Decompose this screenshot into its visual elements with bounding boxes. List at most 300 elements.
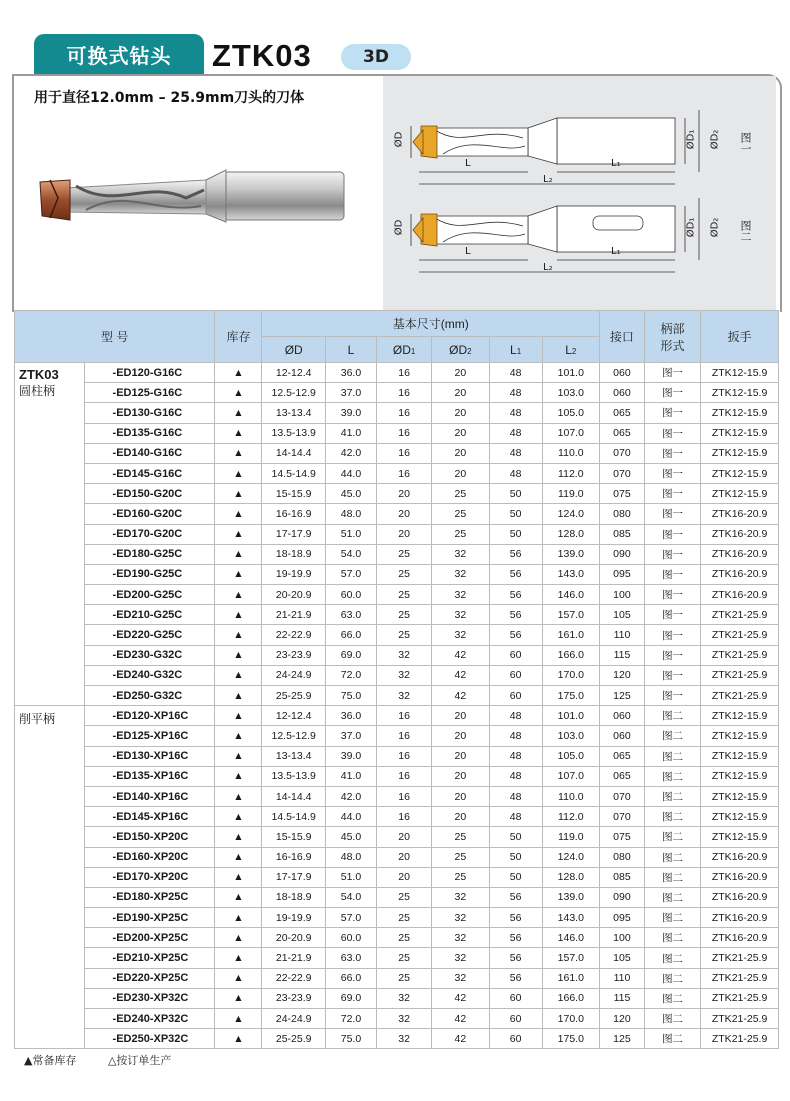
interface-cell: 065 bbox=[599, 423, 644, 443]
l1-cell: 56 bbox=[489, 908, 542, 928]
model-code: ZTK03 bbox=[212, 38, 312, 73]
l1-cell: 56 bbox=[489, 928, 542, 948]
d1-cell: 16 bbox=[377, 383, 432, 403]
model-code-cell: -ED230-G32C bbox=[84, 645, 215, 665]
table-row bbox=[15, 867, 779, 887]
model-code-cell: -ED145-G16C bbox=[84, 463, 215, 483]
l-cell: 51.0 bbox=[325, 524, 376, 544]
l1-cell: 56 bbox=[489, 625, 542, 645]
stock-cell: ▲ bbox=[215, 1029, 262, 1049]
l1-cell: 56 bbox=[489, 948, 542, 968]
dim-l2-label: L₂ bbox=[543, 174, 553, 185]
table-row bbox=[15, 423, 779, 443]
d2-cell: 32 bbox=[432, 605, 489, 625]
model-code-cell: -ED125-G16C bbox=[84, 383, 215, 403]
l1-cell: 50 bbox=[489, 484, 542, 504]
model-code-cell: -ED150-XP20C bbox=[84, 827, 215, 847]
l1-cell: 60 bbox=[489, 1009, 542, 1029]
model-code-cell: -ED170-G20C bbox=[84, 524, 215, 544]
group-label: ZTK03 圆柱柄 bbox=[15, 363, 85, 706]
wrench-cell: ZTK12-15.9 bbox=[701, 766, 779, 786]
l-cell: 45.0 bbox=[325, 827, 376, 847]
shank-type-cell: 图二 bbox=[644, 746, 700, 766]
l-cell: 37.0 bbox=[325, 726, 376, 746]
l1-cell: 56 bbox=[489, 564, 542, 584]
l-cell: 54.0 bbox=[325, 887, 376, 907]
wrench-cell: ZTK16-20.9 bbox=[701, 504, 779, 524]
shank-type-cell: 图二 bbox=[644, 988, 700, 1008]
l1-cell: 56 bbox=[489, 887, 542, 907]
header-l1: L1 bbox=[489, 337, 542, 363]
l2-cell: 139.0 bbox=[542, 887, 599, 907]
table-row bbox=[15, 726, 779, 746]
table-row bbox=[15, 686, 779, 706]
l2-cell: 101.0 bbox=[542, 706, 599, 726]
l-cell: 66.0 bbox=[325, 968, 376, 988]
d2-cell: 32 bbox=[432, 585, 489, 605]
l-cell: 44.0 bbox=[325, 807, 376, 827]
interface-cell: 085 bbox=[599, 524, 644, 544]
interface-cell: 100 bbox=[599, 585, 644, 605]
l1-cell: 48 bbox=[489, 383, 542, 403]
d1-cell: 20 bbox=[377, 847, 432, 867]
l2-cell: 119.0 bbox=[542, 484, 599, 504]
wrench-cell: ZTK12-15.9 bbox=[701, 363, 779, 383]
l2-cell: 161.0 bbox=[542, 968, 599, 988]
d-cell: 18-18.9 bbox=[262, 544, 325, 564]
wrench-cell: ZTK16-20.9 bbox=[701, 524, 779, 544]
l-cell: 48.0 bbox=[325, 504, 376, 524]
stock-cell: ▲ bbox=[215, 827, 262, 847]
l2-cell: 166.0 bbox=[542, 645, 599, 665]
l2-cell: 103.0 bbox=[542, 383, 599, 403]
d2-cell: 25 bbox=[432, 847, 489, 867]
model-code-cell: -ED145-XP16C bbox=[84, 807, 215, 827]
l2-cell: 139.0 bbox=[542, 544, 599, 564]
stock-cell: ▲ bbox=[215, 766, 262, 786]
l-cell: 72.0 bbox=[325, 665, 376, 685]
interface-cell: 110 bbox=[599, 625, 644, 645]
shank-type-cell: 图二 bbox=[644, 766, 700, 786]
stock-cell: ▲ bbox=[215, 544, 262, 564]
d2-cell: 32 bbox=[432, 908, 489, 928]
d-cell: 17-17.9 bbox=[262, 524, 325, 544]
l2-cell: 119.0 bbox=[542, 827, 599, 847]
shank-type-cell: 图二 bbox=[644, 948, 700, 968]
d2-cell: 20 bbox=[432, 786, 489, 806]
d1-cell: 32 bbox=[377, 645, 432, 665]
stock-cell: ▲ bbox=[215, 786, 262, 806]
l2-cell: 143.0 bbox=[542, 564, 599, 584]
shank-type-cell: 图一 bbox=[644, 564, 700, 584]
l2-cell: 166.0 bbox=[542, 988, 599, 1008]
stock-cell: ▲ bbox=[215, 443, 262, 463]
d-cell: 22-22.9 bbox=[262, 968, 325, 988]
shank-type-cell: 图一 bbox=[644, 363, 700, 383]
d1-cell: 25 bbox=[377, 544, 432, 564]
l1-cell: 60 bbox=[489, 686, 542, 706]
header-l2: L2 bbox=[542, 337, 599, 363]
table-row bbox=[15, 948, 779, 968]
d-cell: 12.5-12.9 bbox=[262, 726, 325, 746]
d2-cell: 20 bbox=[432, 363, 489, 383]
l-cell: 42.0 bbox=[325, 443, 376, 463]
l-cell: 57.0 bbox=[325, 908, 376, 928]
d1-cell: 20 bbox=[377, 484, 432, 504]
shank-type-cell: 图一 bbox=[644, 686, 700, 706]
l1-cell: 48 bbox=[489, 403, 542, 423]
l1-cell: 50 bbox=[489, 504, 542, 524]
stock-cell: ▲ bbox=[215, 706, 262, 726]
wrench-cell: ZTK21-25.9 bbox=[701, 948, 779, 968]
stock-cell: ▲ bbox=[215, 645, 262, 665]
d2-cell: 20 bbox=[432, 463, 489, 483]
d-cell: 20-20.9 bbox=[262, 928, 325, 948]
technical-drawing bbox=[383, 76, 776, 310]
stock-cell: ▲ bbox=[215, 887, 262, 907]
footnote bbox=[24, 1052, 199, 1068]
interface-cell: 095 bbox=[599, 908, 644, 928]
stock-cell: ▲ bbox=[215, 686, 262, 706]
stock-cell: ▲ bbox=[215, 383, 262, 403]
d1-cell: 20 bbox=[377, 867, 432, 887]
group-label: 削平柄 bbox=[15, 706, 85, 1049]
l2-cell: 170.0 bbox=[542, 1009, 599, 1029]
header-l: L bbox=[325, 337, 376, 363]
shank-type-cell: 图二 bbox=[644, 706, 700, 726]
stock-cell: ▲ bbox=[215, 423, 262, 443]
stock-cell: ▲ bbox=[215, 585, 262, 605]
d1-cell: 16 bbox=[377, 786, 432, 806]
d-cell: 16-16.9 bbox=[262, 504, 325, 524]
l-cell: 36.0 bbox=[325, 363, 376, 383]
model-code-cell: -ED160-XP20C bbox=[84, 847, 215, 867]
shank-type-cell: 图二 bbox=[644, 807, 700, 827]
interface-cell: 070 bbox=[599, 786, 644, 806]
table-row bbox=[15, 403, 779, 423]
d1-cell: 25 bbox=[377, 968, 432, 988]
dim-l-label: L bbox=[465, 158, 471, 169]
d2-cell: 32 bbox=[432, 544, 489, 564]
section-title: 可换式钻头 bbox=[34, 34, 204, 74]
stock-cell: ▲ bbox=[215, 484, 262, 504]
d-cell: 22-22.9 bbox=[262, 625, 325, 645]
table-row bbox=[15, 484, 779, 504]
l2-cell: 107.0 bbox=[542, 766, 599, 786]
d-cell: 12-12.4 bbox=[262, 706, 325, 726]
l-cell: 69.0 bbox=[325, 988, 376, 1008]
stock-cell: ▲ bbox=[215, 665, 262, 685]
d-cell: 14.5-14.9 bbox=[262, 463, 325, 483]
wrench-cell: ZTK12-15.9 bbox=[701, 423, 779, 443]
model-code-cell: -ED230-XP32C bbox=[84, 988, 215, 1008]
l1-cell: 50 bbox=[489, 827, 542, 847]
d-cell: 20-20.9 bbox=[262, 585, 325, 605]
stock-cell: ▲ bbox=[215, 847, 262, 867]
product-subtitle: 用于直径12.0mm – 25.9mm刀头的刀体 bbox=[34, 90, 305, 106]
wrench-cell: ZTK12-15.9 bbox=[701, 827, 779, 847]
wrench-cell: ZTK12-15.9 bbox=[701, 403, 779, 423]
d-cell: 18-18.9 bbox=[262, 887, 325, 907]
l2-cell: 105.0 bbox=[542, 403, 599, 423]
shank-type-cell: 图二 bbox=[644, 786, 700, 806]
dim-d-label: ØD bbox=[393, 131, 405, 148]
d-cell: 19-19.9 bbox=[262, 908, 325, 928]
l-cell: 54.0 bbox=[325, 544, 376, 564]
interface-cell: 080 bbox=[599, 504, 644, 524]
l1-cell: 56 bbox=[489, 585, 542, 605]
model-code-cell: -ED250-G32C bbox=[84, 686, 215, 706]
dim-d1-label: ØD₁ bbox=[685, 129, 697, 150]
stock-cell: ▲ bbox=[215, 928, 262, 948]
shank-type-cell: 图二 bbox=[644, 867, 700, 887]
d2-cell: 25 bbox=[432, 524, 489, 544]
interface-cell: 125 bbox=[599, 686, 644, 706]
d1-cell: 32 bbox=[377, 665, 432, 685]
wrench-cell: ZTK12-15.9 bbox=[701, 807, 779, 827]
header-model: 型 号 bbox=[15, 311, 215, 363]
model-code-cell: -ED135-G16C bbox=[84, 423, 215, 443]
interface-cell: 060 bbox=[599, 726, 644, 746]
table-row bbox=[15, 928, 779, 948]
shank-type-cell: 图一 bbox=[644, 383, 700, 403]
interface-cell: 100 bbox=[599, 928, 644, 948]
wrench-cell: ZTK21-25.9 bbox=[701, 1029, 779, 1049]
wrench-cell: ZTK12-15.9 bbox=[701, 786, 779, 806]
l2-cell: 112.0 bbox=[542, 807, 599, 827]
l2-cell: 128.0 bbox=[542, 524, 599, 544]
wrench-cell: ZTK12-15.9 bbox=[701, 484, 779, 504]
l-cell: 42.0 bbox=[325, 786, 376, 806]
d2-cell: 32 bbox=[432, 625, 489, 645]
header-shank-type: 柄部 形式 bbox=[644, 311, 700, 363]
l1-cell: 56 bbox=[489, 605, 542, 625]
depth-badge: 3D bbox=[341, 44, 411, 70]
l2-cell: 112.0 bbox=[542, 463, 599, 483]
d1-cell: 32 bbox=[377, 1029, 432, 1049]
shank-type-cell: 图一 bbox=[644, 403, 700, 423]
interface-cell: 075 bbox=[599, 827, 644, 847]
d-cell: 12.5-12.9 bbox=[262, 383, 325, 403]
shank-type-cell: 图一 bbox=[644, 625, 700, 645]
l-cell: 48.0 bbox=[325, 847, 376, 867]
stock-cell: ▲ bbox=[215, 524, 262, 544]
l-cell: 41.0 bbox=[325, 766, 376, 786]
interface-cell: 125 bbox=[599, 1029, 644, 1049]
d1-cell: 16 bbox=[377, 706, 432, 726]
wrench-cell: ZTK21-25.9 bbox=[701, 645, 779, 665]
model-code-cell: -ED150-G20C bbox=[84, 484, 215, 504]
table-row bbox=[15, 585, 779, 605]
d1-cell: 25 bbox=[377, 908, 432, 928]
wrench-cell: ZTK21-25.9 bbox=[701, 1009, 779, 1029]
model-code-cell: -ED220-G25C bbox=[84, 625, 215, 645]
table-row bbox=[15, 1009, 779, 1029]
d-cell: 19-19.9 bbox=[262, 564, 325, 584]
dim-d-label-2: ØD bbox=[393, 219, 405, 236]
model-code-cell: -ED160-G20C bbox=[84, 504, 215, 524]
d2-cell: 32 bbox=[432, 887, 489, 907]
d2-cell: 20 bbox=[432, 807, 489, 827]
d-cell: 14-14.4 bbox=[262, 443, 325, 463]
interface-cell: 090 bbox=[599, 887, 644, 907]
table-row bbox=[15, 908, 779, 928]
d-cell: 13.5-13.9 bbox=[262, 423, 325, 443]
l-cell: 39.0 bbox=[325, 403, 376, 423]
table-row bbox=[15, 504, 779, 524]
d1-cell: 32 bbox=[377, 1009, 432, 1029]
drill-photo bbox=[36, 150, 356, 250]
interface-cell: 080 bbox=[599, 847, 644, 867]
l1-cell: 48 bbox=[489, 746, 542, 766]
stock-cell: ▲ bbox=[215, 988, 262, 1008]
model-code-cell: -ED240-XP32C bbox=[84, 1009, 215, 1029]
shank-type-cell: 图二 bbox=[644, 1029, 700, 1049]
d1-cell: 32 bbox=[377, 686, 432, 706]
stock-cell: ▲ bbox=[215, 867, 262, 887]
l-cell: 75.0 bbox=[325, 1029, 376, 1049]
d2-cell: 20 bbox=[432, 403, 489, 423]
l1-cell: 48 bbox=[489, 443, 542, 463]
d-cell: 23-23.9 bbox=[262, 988, 325, 1008]
table-row bbox=[15, 968, 779, 988]
shank-type-cell: 图二 bbox=[644, 968, 700, 988]
stock-cell: ▲ bbox=[215, 564, 262, 584]
table-row bbox=[15, 665, 779, 685]
d2-cell: 42 bbox=[432, 686, 489, 706]
d-cell: 24-24.9 bbox=[262, 1009, 325, 1029]
table-row bbox=[15, 463, 779, 483]
model-code-cell: -ED200-G25C bbox=[84, 585, 215, 605]
l2-cell: 143.0 bbox=[542, 908, 599, 928]
d1-cell: 25 bbox=[377, 585, 432, 605]
interface-cell: 070 bbox=[599, 443, 644, 463]
interface-cell: 105 bbox=[599, 948, 644, 968]
d1-cell: 16 bbox=[377, 443, 432, 463]
wrench-cell: ZTK16-20.9 bbox=[701, 847, 779, 867]
wrench-cell: ZTK16-20.9 bbox=[701, 585, 779, 605]
wrench-cell: ZTK16-20.9 bbox=[701, 908, 779, 928]
table-row bbox=[15, 524, 779, 544]
d2-cell: 42 bbox=[432, 665, 489, 685]
wrench-cell: ZTK21-25.9 bbox=[701, 686, 779, 706]
model-code-cell: -ED120-XP16C bbox=[84, 706, 215, 726]
table-row bbox=[15, 706, 779, 726]
header-wrench: 扳手 bbox=[701, 311, 779, 363]
table-row bbox=[15, 988, 779, 1008]
d-cell: 16-16.9 bbox=[262, 847, 325, 867]
l2-cell: 101.0 bbox=[542, 363, 599, 383]
l-cell: 72.0 bbox=[325, 1009, 376, 1029]
d2-cell: 20 bbox=[432, 423, 489, 443]
table-row bbox=[15, 827, 779, 847]
d2-cell: 20 bbox=[432, 766, 489, 786]
stock-cell: ▲ bbox=[215, 807, 262, 827]
l2-cell: 161.0 bbox=[542, 625, 599, 645]
table-row bbox=[15, 1029, 779, 1049]
shank-type-cell: 图二 bbox=[644, 908, 700, 928]
table-row bbox=[15, 625, 779, 645]
model-code-cell: -ED210-G25C bbox=[84, 605, 215, 625]
d1-cell: 16 bbox=[377, 746, 432, 766]
d1-cell: 16 bbox=[377, 807, 432, 827]
stock-cell: ▲ bbox=[215, 403, 262, 423]
d2-cell: 25 bbox=[432, 827, 489, 847]
l1-cell: 48 bbox=[489, 363, 542, 383]
d2-cell: 42 bbox=[432, 1009, 489, 1029]
l-cell: 57.0 bbox=[325, 564, 376, 584]
wrench-cell: ZTK16-20.9 bbox=[701, 928, 779, 948]
l2-cell: 175.0 bbox=[542, 1029, 599, 1049]
figure-2-label: 图二 bbox=[739, 220, 752, 242]
model-code-cell: -ED240-G32C bbox=[84, 665, 215, 685]
model-code-cell: -ED190-G25C bbox=[84, 564, 215, 584]
interface-cell: 120 bbox=[599, 665, 644, 685]
stock-cell: ▲ bbox=[215, 363, 262, 383]
shank-type-cell: 图二 bbox=[644, 1009, 700, 1029]
table-row bbox=[15, 645, 779, 665]
table-row bbox=[15, 443, 779, 463]
interface-cell: 090 bbox=[599, 544, 644, 564]
d1-cell: 20 bbox=[377, 827, 432, 847]
interface-cell: 085 bbox=[599, 867, 644, 887]
model-code-cell: -ED180-XP25C bbox=[84, 887, 215, 907]
d2-cell: 32 bbox=[432, 968, 489, 988]
wrench-cell: ZTK21-25.9 bbox=[701, 605, 779, 625]
l-cell: 36.0 bbox=[325, 706, 376, 726]
l1-cell: 48 bbox=[489, 423, 542, 443]
l2-cell: 146.0 bbox=[542, 585, 599, 605]
interface-cell: 070 bbox=[599, 463, 644, 483]
l1-cell: 60 bbox=[489, 988, 542, 1008]
d1-cell: 16 bbox=[377, 463, 432, 483]
d-cell: 24-24.9 bbox=[262, 665, 325, 685]
stock-cell: ▲ bbox=[215, 968, 262, 988]
d2-cell: 32 bbox=[432, 564, 489, 584]
l1-cell: 60 bbox=[489, 665, 542, 685]
model-code-cell: -ED125-XP16C bbox=[84, 726, 215, 746]
d1-cell: 25 bbox=[377, 605, 432, 625]
l2-cell: 175.0 bbox=[542, 686, 599, 706]
d2-cell: 25 bbox=[432, 867, 489, 887]
d2-cell: 32 bbox=[432, 928, 489, 948]
d-cell: 14.5-14.9 bbox=[262, 807, 325, 827]
dim-l2-label-2: L₂ bbox=[543, 262, 553, 273]
shank-type-cell: 图一 bbox=[644, 484, 700, 504]
spec-table bbox=[14, 310, 779, 1049]
interface-cell: 060 bbox=[599, 383, 644, 403]
d2-cell: 42 bbox=[432, 1029, 489, 1049]
d-cell: 21-21.9 bbox=[262, 605, 325, 625]
l1-cell: 50 bbox=[489, 847, 542, 867]
shank-type-cell: 图一 bbox=[644, 504, 700, 524]
model-code-cell: -ED170-XP20C bbox=[84, 867, 215, 887]
shank-type-cell: 图一 bbox=[644, 605, 700, 625]
table-row bbox=[15, 786, 779, 806]
model-code-cell: -ED190-XP25C bbox=[84, 908, 215, 928]
l1-cell: 50 bbox=[489, 867, 542, 887]
d-cell: 13-13.4 bbox=[262, 403, 325, 423]
d-cell: 25-25.9 bbox=[262, 1029, 325, 1049]
l-cell: 63.0 bbox=[325, 948, 376, 968]
d2-cell: 42 bbox=[432, 988, 489, 1008]
table-row bbox=[15, 847, 779, 867]
wrench-cell: ZTK21-25.9 bbox=[701, 988, 779, 1008]
l1-cell: 48 bbox=[489, 726, 542, 746]
l1-cell: 48 bbox=[489, 766, 542, 786]
l2-cell: 107.0 bbox=[542, 423, 599, 443]
interface-cell: 120 bbox=[599, 1009, 644, 1029]
